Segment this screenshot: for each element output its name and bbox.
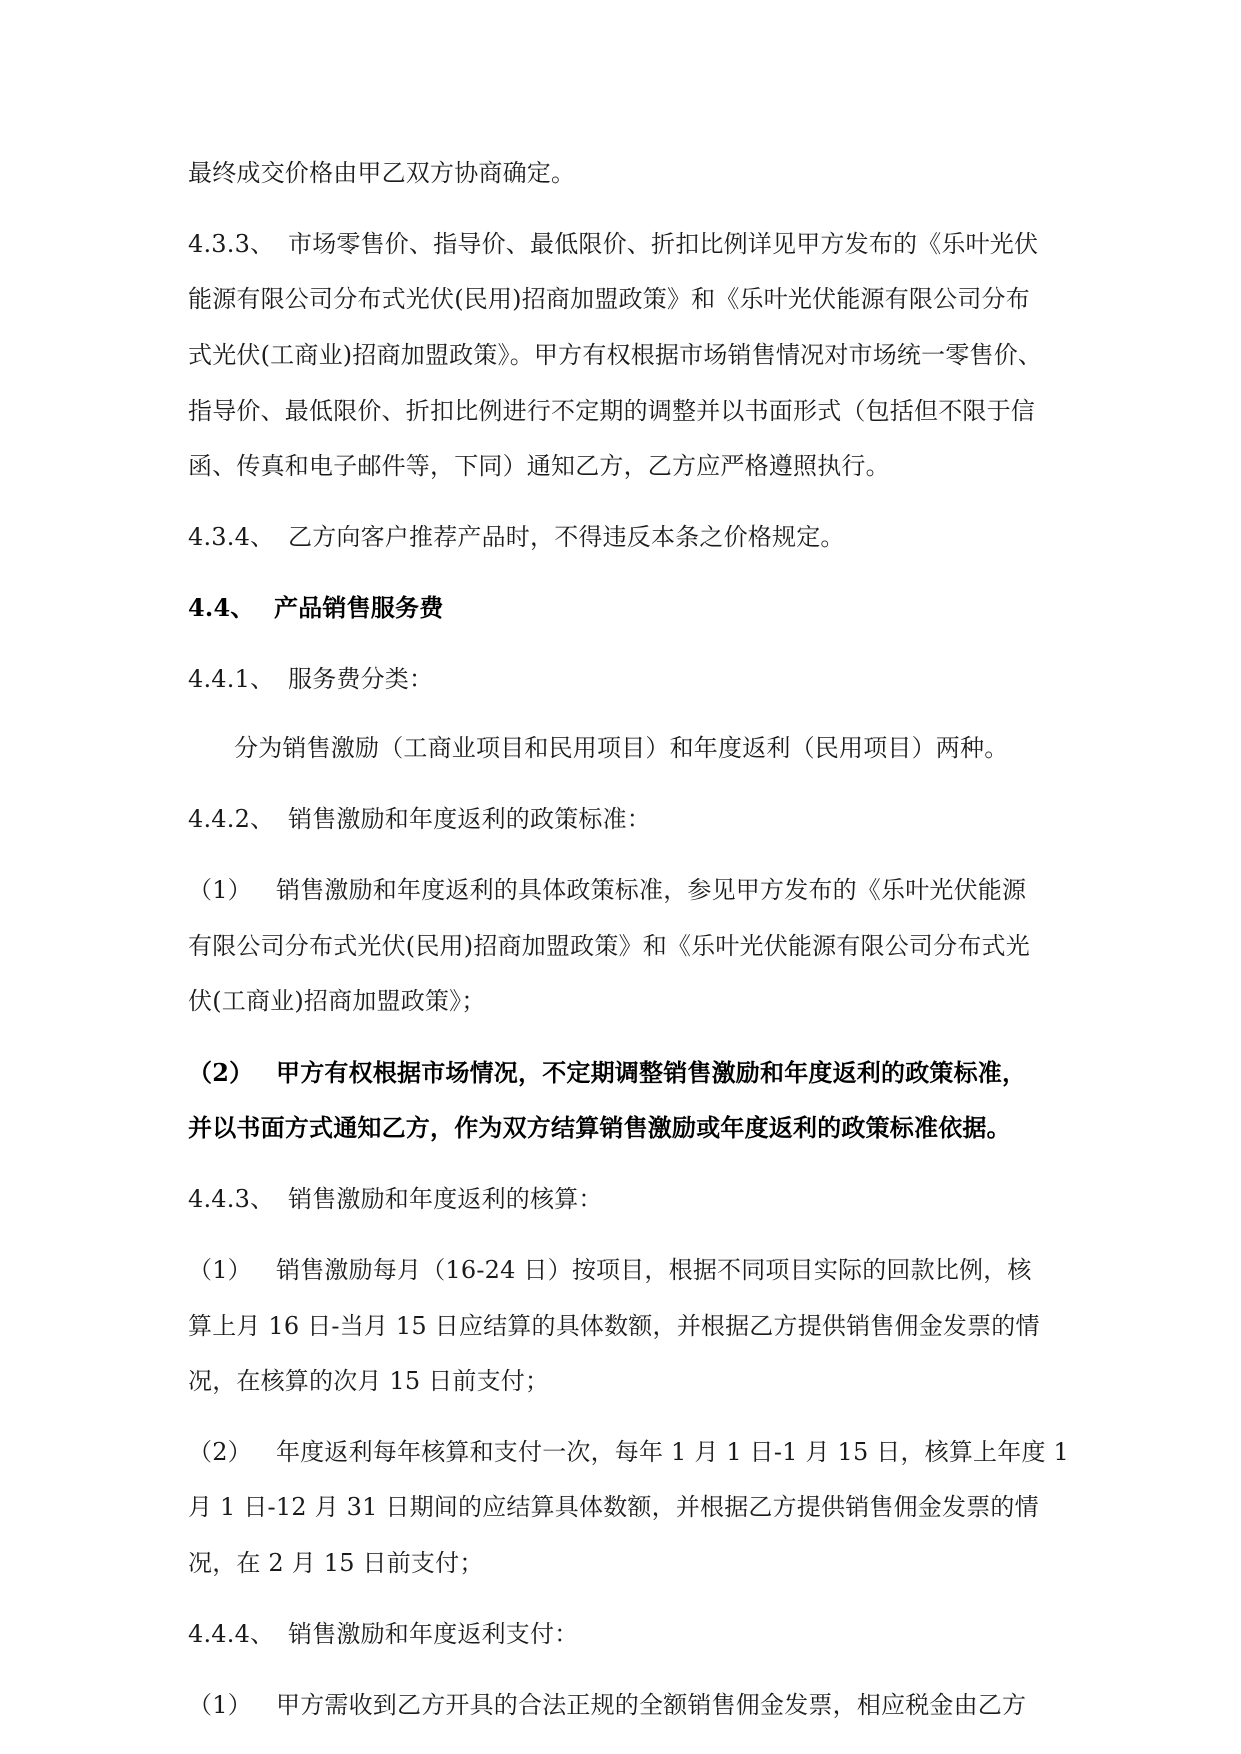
text-line xyxy=(188,158,575,188)
line-text: 并以书面方式通知乙方，作为双方结算销售激励或年度返利的政策标准依据。 xyxy=(188,1113,1011,1142)
line-text: 能源有限公司分布式光伏(民用)招商加盟政策》和《乐叶光伏能源有限公司分布 xyxy=(188,285,1030,313)
sub-item-2 xyxy=(188,1437,1069,1467)
line-text: 销售激励和年度返利支付： xyxy=(288,1620,579,1648)
clause-4-4-4 xyxy=(188,1619,578,1649)
line-text: 指导价、最低限价、折扣比例进行不定期的调整并以书面形式（包括但不限于信 xyxy=(188,397,1035,425)
item-number: （2） xyxy=(188,1438,252,1466)
line-text: 市场零售价、指导价、最低限价、折扣比例详见甲方发布的《乐叶光伏 xyxy=(288,230,1039,258)
line-text: 月 1 日-12 月 31 日期间的应结算具体数额，并根据乙方提供销售佣金发票的情 xyxy=(188,1493,1039,1521)
line-text: 分为销售激励（工商业项目和民用项目）和年度返利（民用项目）两种。 xyxy=(234,734,1009,762)
line-text: 式光伏(工商业)招商加盟政策》。甲方有权根据市场销售情况对市场统一零售价、 xyxy=(188,341,1043,369)
section-number: 4.4、 xyxy=(188,593,255,622)
line-text: 最终成交价格由甲乙双方协商确定。 xyxy=(188,159,576,187)
item-number: （2） xyxy=(188,1058,254,1087)
line-text: 有限公司分布式光伏(民用)招商加盟政策》和《乐叶光伏能源有限公司分布式光 xyxy=(188,932,1030,960)
item-number: （1） xyxy=(188,1691,252,1719)
line-text: 销售激励和年度返利的具体政策标准，参见甲方发布的《乐叶光伏能源 xyxy=(276,876,1027,904)
line-text: 况，在核算的次月 15 日前支付； xyxy=(188,1367,550,1395)
line-text: 销售激励和年度返利的核算： xyxy=(288,1185,603,1213)
section-title: 产品销售服务费 xyxy=(274,593,444,622)
sub-item-1 xyxy=(188,1255,1032,1285)
clause-number: 4.3.3、 xyxy=(188,230,275,258)
line-text: 伏(工商业)招商加盟政策》； xyxy=(188,987,486,1015)
item-number: （1） xyxy=(188,876,252,904)
line-text: 算上月 16 日-当月 15 日应结算的具体数额，并根据乙方提供销售佣金发票的情 xyxy=(188,1312,1040,1340)
text-line xyxy=(188,986,486,1016)
line-text: 销售激励每月（16-24 日）按项目，根据不同项目实际的回款比例，核 xyxy=(276,1256,1032,1284)
sub-item-2-bold xyxy=(188,1058,1026,1088)
text-line xyxy=(188,1548,484,1578)
section-heading-4-4 xyxy=(188,593,443,623)
line-text: 服务费分类： xyxy=(288,665,434,693)
clause-4-4-3 xyxy=(188,1184,603,1214)
clause-4-4-2 xyxy=(188,804,651,834)
line-text: 函、传真和电子邮件等，下同）通知乙方，乙方应严格遵照执行。 xyxy=(188,452,890,480)
bold-text-line xyxy=(188,1113,1011,1143)
text-line xyxy=(188,931,1030,961)
line-text: 甲方有权根据市场情况，不定期调整销售激励和年度返利的政策标准， xyxy=(276,1058,1027,1087)
text-line xyxy=(188,284,1030,314)
text-line xyxy=(188,1366,549,1396)
line-text: 况，在 2 月 15 日前支付； xyxy=(188,1549,484,1577)
text-line xyxy=(188,396,1035,426)
clause-4-3-4 xyxy=(188,522,845,552)
indented-line xyxy=(234,733,1008,763)
text-line xyxy=(188,451,890,481)
clause-number: 4.4.2、 xyxy=(188,805,275,833)
line-text: 年度返利每年核算和支付一次，每年 1 月 1 日-1 月 15 日，核算上年度 1 xyxy=(276,1438,1069,1466)
line-text: 甲方需收到乙方开具的合法正规的全额销售佣金发票，相应税金由乙方 xyxy=(276,1691,1027,1719)
sub-item-1 xyxy=(188,875,1026,905)
text-line xyxy=(188,1311,1040,1341)
clause-number: 4.3.4、 xyxy=(188,523,275,551)
line-text: 销售激励和年度返利的政策标准： xyxy=(288,805,651,833)
clause-number: 4.4.3、 xyxy=(188,1185,275,1213)
clause-4-4-1 xyxy=(188,664,433,694)
clause-number: 4.4.1、 xyxy=(188,665,275,693)
text-line xyxy=(188,340,1042,370)
line-text: 乙方向客户推荐产品时，不得违反本条之价格规定。 xyxy=(288,523,845,551)
text-line xyxy=(188,1492,1039,1522)
clause-4-3-3 xyxy=(188,229,1038,259)
sub-item-1 xyxy=(188,1690,1026,1720)
clause-number: 4.4.4、 xyxy=(188,1620,275,1648)
item-number: （1） xyxy=(188,1256,252,1284)
